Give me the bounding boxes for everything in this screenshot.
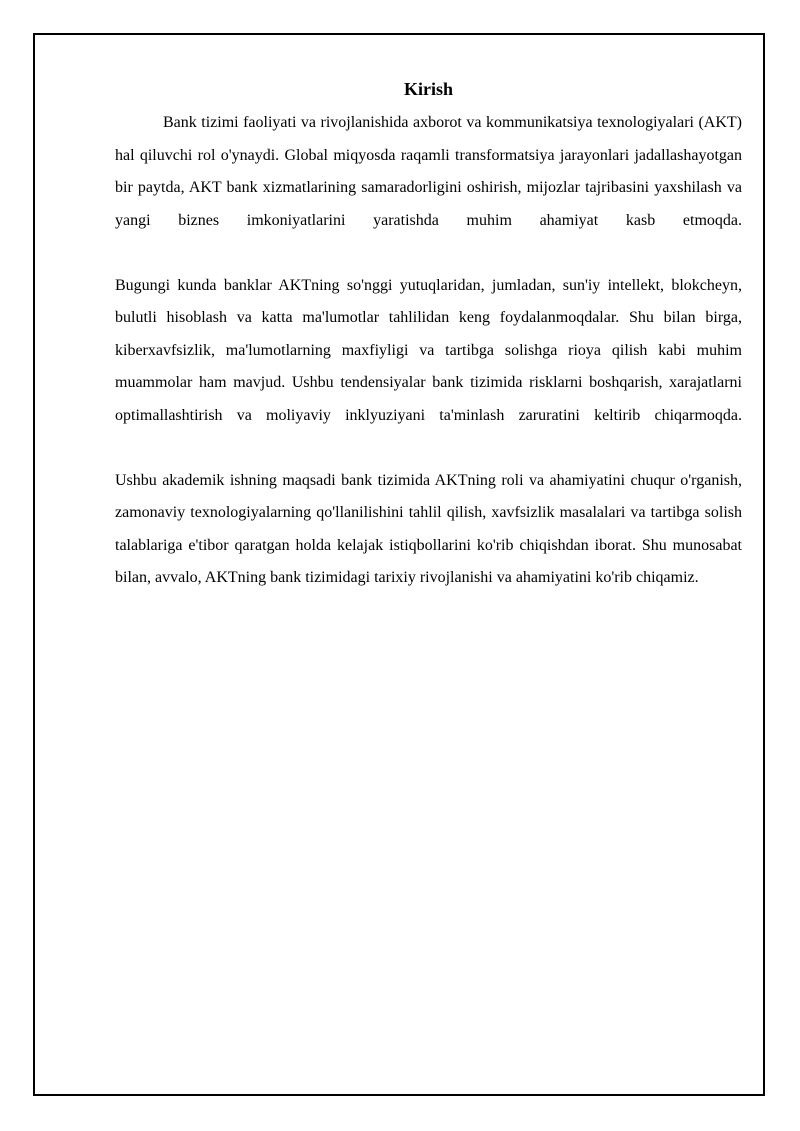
page-title: Kirish	[403, 79, 453, 99]
document-body	[115, 75, 742, 627]
paragraph-trends: Bugungi kunda banklar AKTning so'nggi yutuqlaridan, jumladan, sun'iy intellekt, blokcheyn, bulutli hisoblash va katta ma'lumotlar tahlilidan keng foydalanmoqdalar. Shu bilan birga, kiberxavfsizlik, ma'lumotlarning maxfiyligi va tartibga solishga rioya qilish kabi muhim muammolar ham mavjud. Ushbu tendensiyalar bank tizimida risklarni boshqarish, xarajatlarni optimallashtirish va moliyaviy inklyuziyani ta'minlash zaruratini keltirib chiqarmoqda.	[115, 276, 742, 424]
paragraph-intro: Bank tizimi faoliyati va rivojlanishida axborot va kommunikatsiya texnologiyalari (AKT) hal qiluvchi rol o'ynaydi. Global miqyosda raqamli transformatsiya jarayonlari jadallashayotgan bir paytda, AKT bank xizmatlarining samaradorligini oshirish, mijozlar tajribasini yaxshilash va yangi biznes imkoniyatlarini yaratishda muhim ahamiyat kasb etmoqda.	[115, 114, 742, 229]
paragraph-goal: Ushbu akademik ishning maqsadi bank tizimida AKTning roli va ahamiyatini chuqur o'rganish, zamonaviy texnologiyalarning qo'llanilishini tahlil qilish, xavfsizlik masalalari va tartibga solish talablariga e'tibor qaratgan holda kelajak istiqbollarini ko'rib chiqishdan iborat. Shu munosabat bilan, avvalo, AKTning bank tizimidagi tarixiy rivojlanishi va ahamiyatini ko'rib chiqamiz.	[115, 471, 742, 586]
